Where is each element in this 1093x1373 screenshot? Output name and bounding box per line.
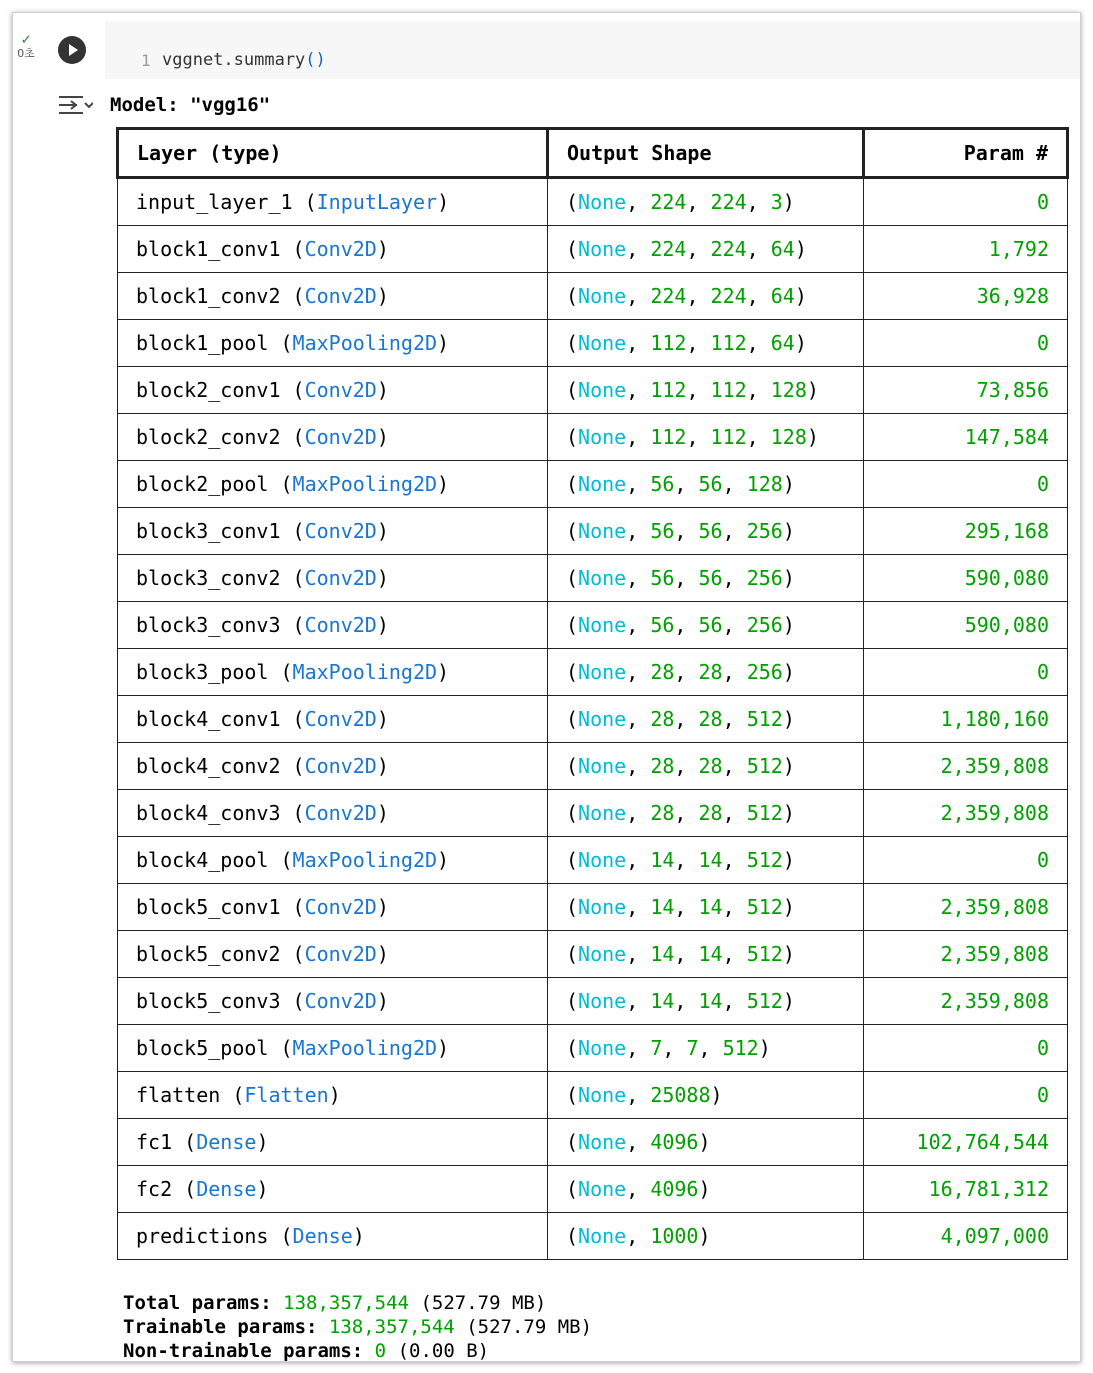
param-count: 0 [1036, 1083, 1049, 1107]
layer-type: Conv2D [304, 613, 377, 637]
param-count: 295,168 [964, 519, 1049, 543]
checkmark-icon: ✓ [21, 30, 31, 48]
shape-dim: 64 [770, 331, 795, 355]
shape-dim: 128 [746, 472, 783, 496]
code-editor[interactable] [105, 21, 1080, 79]
shape-dim: 14 [650, 895, 675, 919]
column-header-output-shape: Output Shape [548, 129, 864, 178]
layer-type: Flatten [244, 1083, 329, 1107]
table-row [118, 978, 1068, 1025]
shape-dim: 56 [650, 519, 675, 543]
layer-cell: block1_conv2 (Conv2D) [118, 273, 548, 320]
shape-dim: 56 [698, 566, 723, 590]
layer-type: Conv2D [304, 284, 377, 308]
shape-dim: 4096 [650, 1130, 699, 1154]
shape-dim: 64 [770, 284, 795, 308]
shape-none: None [578, 566, 627, 590]
layer-type: Conv2D [304, 425, 377, 449]
layer-name: block2_conv2 [136, 425, 281, 449]
param-count-cell [864, 978, 1068, 1025]
shape-none: None [578, 754, 627, 778]
table-row [118, 884, 1068, 931]
shape-none: None [578, 519, 627, 543]
shape-dim: 512 [746, 895, 783, 919]
param-count-cell [864, 178, 1068, 226]
layer-name: block3_conv2 [136, 566, 281, 590]
shape-none: None [578, 331, 627, 355]
param-count: 0 [1036, 848, 1049, 872]
param-count: 16,781,312 [928, 1177, 1049, 1201]
table-row [118, 1119, 1068, 1166]
layer-cell: block5_conv1 (Conv2D) [118, 884, 548, 931]
param-count-cell [864, 226, 1068, 273]
layer-cell: block3_pool (MaxPooling2D) [118, 649, 548, 696]
shape-none: None [578, 989, 627, 1013]
layer-cell: block4_conv3 (Conv2D) [118, 790, 548, 837]
shape-dim: 56 [698, 472, 723, 496]
param-count-cell [864, 273, 1068, 320]
layer-cell: block4_conv1 (Conv2D) [118, 696, 548, 743]
shape-dim: 224 [710, 190, 747, 214]
param-count: 590,080 [964, 566, 1049, 590]
output-shape-cell: (None, 56, 56, 256) [548, 555, 864, 602]
layer-type: Conv2D [304, 378, 377, 402]
param-count-cell [864, 1166, 1068, 1213]
shape-dim: 512 [746, 707, 783, 731]
trainable-params-value: 138,357,544 [328, 1316, 455, 1338]
shape-none: None [578, 1130, 627, 1154]
param-count-cell [864, 367, 1068, 414]
layer-cell: fc1 (Dense) [118, 1119, 548, 1166]
output-shape-cell: (None, 4096) [548, 1119, 864, 1166]
layer-type: Dense [196, 1177, 257, 1201]
layer-name: predictions [136, 1224, 269, 1248]
param-count-cell [864, 931, 1068, 978]
layer-name: block2_conv1 [136, 378, 281, 402]
layer-name: block1_pool [136, 331, 269, 355]
shape-dim: 64 [770, 237, 795, 261]
shape-dim: 28 [650, 707, 675, 731]
param-count: 102,764,544 [916, 1130, 1049, 1154]
shape-none: None [578, 895, 627, 919]
table-row [118, 696, 1068, 743]
layer-type: Conv2D [304, 942, 377, 966]
table-row [118, 1213, 1068, 1260]
shape-dim: 256 [746, 660, 783, 684]
output-shape-cell: (None, 28, 28, 512) [548, 790, 864, 837]
layer-type: Dense [292, 1224, 353, 1248]
code-text: vggnet.summary [162, 50, 306, 70]
shape-none: None [578, 613, 627, 637]
trainable-params-line [123, 1315, 592, 1339]
shape-dim: 14 [650, 942, 675, 966]
layer-cell: block1_conv1 (Conv2D) [118, 226, 548, 273]
table-row [118, 1072, 1068, 1119]
layer-type: Conv2D [304, 801, 377, 825]
table-row [118, 837, 1068, 884]
table-row [118, 649, 1068, 696]
output-shape-cell: (None, 25088) [548, 1072, 864, 1119]
param-count: 0 [1036, 472, 1049, 496]
cell-gutter [13, 31, 39, 61]
shape-none: None [578, 848, 627, 872]
shape-dim: 56 [698, 519, 723, 543]
output-shape-cell: (None, 56, 56, 256) [548, 602, 864, 649]
shape-dim: 224 [710, 284, 747, 308]
output-shape-cell: (None, 14, 14, 512) [548, 837, 864, 884]
table-row [118, 508, 1068, 555]
code-parens: () [305, 50, 326, 70]
layer-name: fc1 [136, 1130, 173, 1154]
output-shape-cell: (None, 14, 14, 512) [548, 931, 864, 978]
table-row [118, 414, 1068, 461]
table-header-row [118, 129, 1068, 178]
layer-name: block3_conv3 [136, 613, 281, 637]
output-shape-cell: (None, 224, 224, 64) [548, 273, 864, 320]
layer-type: InputLayer [316, 190, 438, 214]
non-trainable-params-line [123, 1339, 592, 1362]
output-shape-cell: (None, 112, 112, 64) [548, 320, 864, 367]
param-count-cell [864, 884, 1068, 931]
layer-name: block3_pool [136, 660, 269, 684]
shape-dim: 256 [746, 519, 783, 543]
layer-cell: block5_pool (MaxPooling2D) [118, 1025, 548, 1072]
param-count: 2,359,808 [940, 801, 1049, 825]
shape-none: None [578, 190, 627, 214]
shape-dim: 4096 [650, 1177, 699, 1201]
shape-dim: 224 [650, 237, 687, 261]
table-row [118, 273, 1068, 320]
layer-cell: block1_pool (MaxPooling2D) [118, 320, 548, 367]
layer-type: MaxPooling2D [292, 848, 438, 872]
output-shape-cell: (None, 56, 56, 256) [548, 508, 864, 555]
shape-dim: 3 [770, 190, 783, 214]
output-shape-cell: (None, 1000) [548, 1213, 864, 1260]
shape-dim: 112 [650, 425, 687, 449]
shape-dim: 112 [710, 378, 747, 402]
table-row [118, 178, 1068, 226]
layer-name: fc2 [136, 1177, 173, 1201]
total-params-value: 138,357,544 [283, 1292, 410, 1314]
param-count: 2,359,808 [940, 895, 1049, 919]
layer-cell: block2_conv2 (Conv2D) [118, 414, 548, 461]
output-shape-cell: (None, 28, 28, 512) [548, 743, 864, 790]
output-shape-cell: (None, 7, 7, 512) [548, 1025, 864, 1072]
layer-type: Conv2D [304, 707, 377, 731]
param-count-cell [864, 602, 1068, 649]
shape-dim: 28 [698, 707, 723, 731]
code-line[interactable] [162, 50, 326, 70]
shape-dim: 14 [650, 989, 675, 1013]
shape-dim: 256 [746, 566, 783, 590]
layer-name: block5_conv1 [136, 895, 281, 919]
shape-none: None [578, 425, 627, 449]
layer-name: block4_conv1 [136, 707, 281, 731]
shape-dim: 28 [698, 801, 723, 825]
layer-cell: block3_conv2 (Conv2D) [118, 555, 548, 602]
non-trainable-params-value: 0 [374, 1340, 387, 1362]
layer-cell: fc2 (Dense) [118, 1166, 548, 1213]
layer-type: Conv2D [304, 895, 377, 919]
param-count-cell [864, 508, 1068, 555]
layer-type: Conv2D [304, 519, 377, 543]
shape-dim: 128 [770, 425, 807, 449]
shape-none: None [578, 472, 627, 496]
param-totals [123, 1291, 592, 1362]
output-shape-cell: (None, 28, 28, 512) [548, 696, 864, 743]
output-shape-cell: (None, 56, 56, 128) [548, 461, 864, 508]
layer-name: block1_conv2 [136, 284, 281, 308]
table-row [118, 602, 1068, 649]
shape-none: None [578, 707, 627, 731]
shape-none: None [578, 801, 627, 825]
layer-name: block4_conv2 [136, 754, 281, 778]
model-summary-table [116, 127, 1069, 1260]
shape-none: None [578, 284, 627, 308]
layer-name: block3_conv1 [136, 519, 281, 543]
shape-dim: 56 [650, 613, 675, 637]
shape-dim: 256 [746, 613, 783, 637]
layer-cell: block5_conv3 (Conv2D) [118, 978, 548, 1025]
table-row [118, 461, 1068, 508]
layer-type: Dense [196, 1130, 257, 1154]
param-count-cell [864, 1119, 1068, 1166]
output-shape-cell: (None, 28, 28, 256) [548, 649, 864, 696]
table-row [118, 1166, 1068, 1213]
shape-dim: 224 [650, 284, 687, 308]
shape-dim: 14 [698, 989, 723, 1013]
shape-dim: 512 [746, 989, 783, 1013]
layer-name: block4_conv3 [136, 801, 281, 825]
param-count: 147,584 [964, 425, 1049, 449]
output-shape-cell: (None, 14, 14, 512) [548, 978, 864, 1025]
table-row [118, 743, 1068, 790]
layer-type: Conv2D [304, 566, 377, 590]
layer-cell: block4_pool (MaxPooling2D) [118, 837, 548, 884]
layer-name: block4_pool [136, 848, 269, 872]
output-shape-cell: (None, 224, 224, 3) [548, 178, 864, 226]
output-shape-cell: (None, 112, 112, 128) [548, 367, 864, 414]
table-row [118, 320, 1068, 367]
param-count: 2,359,808 [940, 754, 1049, 778]
trainable-params-size: (527.79 MB) [466, 1316, 593, 1338]
layer-cell: block5_conv2 (Conv2D) [118, 931, 548, 978]
param-count-cell [864, 1213, 1068, 1260]
shape-dim: 128 [770, 378, 807, 402]
layer-name: block1_conv1 [136, 237, 281, 261]
total-params-size: (527.79 MB) [420, 1292, 547, 1314]
param-count: 1,792 [988, 237, 1049, 261]
layer-type: MaxPooling2D [292, 472, 438, 496]
table-row [118, 555, 1068, 602]
param-count-cell [864, 649, 1068, 696]
shape-none: None [578, 1177, 627, 1201]
layer-cell: block2_conv1 (Conv2D) [118, 367, 548, 414]
layer-name: input_layer_1 [136, 190, 293, 214]
layer-cell: flatten (Flatten) [118, 1072, 548, 1119]
shape-dim: 56 [698, 613, 723, 637]
output-options-icon[interactable] [57, 93, 93, 117]
output-shape-cell: (None, 4096) [548, 1166, 864, 1213]
param-count-cell [864, 414, 1068, 461]
column-header-layer: Layer (type) [118, 129, 548, 178]
layer-cell: block3_conv1 (Conv2D) [118, 508, 548, 555]
shape-none: None [578, 1083, 627, 1107]
line-number: 1 [141, 51, 151, 70]
param-count: 0 [1036, 331, 1049, 355]
shape-none: None [578, 378, 627, 402]
param-count: 0 [1036, 660, 1049, 684]
layer-type: MaxPooling2D [292, 1036, 438, 1060]
shape-dim: 28 [650, 801, 675, 825]
layer-cell: input_layer_1 (InputLayer) [118, 178, 548, 226]
param-count: 0 [1036, 1036, 1049, 1060]
param-count: 2,359,808 [940, 942, 1049, 966]
param-count: 0 [1036, 190, 1049, 214]
layer-name: block5_conv3 [136, 989, 281, 1013]
shape-dim: 14 [698, 942, 723, 966]
shape-dim: 512 [722, 1036, 759, 1060]
shape-dim: 25088 [650, 1083, 711, 1107]
shape-dim: 1000 [650, 1224, 699, 1248]
layer-type: MaxPooling2D [292, 660, 438, 684]
shape-dim: 512 [746, 942, 783, 966]
shape-none: None [578, 1224, 627, 1248]
param-count-cell [864, 837, 1068, 884]
total-params-label: Total params: [123, 1292, 272, 1314]
table-row [118, 226, 1068, 273]
layer-name: block5_pool [136, 1036, 269, 1060]
shape-none: None [578, 660, 627, 684]
non-trainable-params-label: Non-trainable params: [123, 1340, 364, 1362]
layer-cell: predictions (Dense) [118, 1213, 548, 1260]
shape-dim: 7 [650, 1036, 663, 1060]
shape-none: None [578, 942, 627, 966]
layer-type: Conv2D [304, 754, 377, 778]
run-cell-button[interactable] [58, 36, 86, 64]
layer-cell: block3_conv3 (Conv2D) [118, 602, 548, 649]
shape-dim: 28 [698, 754, 723, 778]
shape-dim: 14 [698, 895, 723, 919]
shape-dim: 28 [698, 660, 723, 684]
shape-none: None [578, 237, 627, 261]
shape-dim: 112 [650, 331, 687, 355]
layer-name: flatten [136, 1083, 221, 1107]
layer-type: Conv2D [304, 989, 377, 1013]
column-header-param: Param # [864, 129, 1068, 178]
shape-dim: 28 [650, 660, 675, 684]
layer-name: block2_pool [136, 472, 269, 496]
shape-none: None [578, 1036, 627, 1060]
table-row [118, 931, 1068, 978]
notebook-cell [12, 12, 1081, 1362]
param-count-cell [864, 320, 1068, 367]
table-row [118, 367, 1068, 414]
param-count-cell [864, 555, 1068, 602]
param-count: 73,856 [976, 378, 1049, 402]
layer-cell: block2_pool (MaxPooling2D) [118, 461, 548, 508]
shape-dim: 14 [650, 848, 675, 872]
layer-cell: block4_conv2 (Conv2D) [118, 743, 548, 790]
non-trainable-params-size: (0.00 B) [397, 1340, 490, 1362]
model-title: Model: "vgg16" [110, 94, 271, 116]
shape-dim: 224 [650, 190, 687, 214]
shape-dim: 224 [710, 237, 747, 261]
output-shape-cell: (None, 112, 112, 128) [548, 414, 864, 461]
shape-dim: 512 [746, 848, 783, 872]
param-count: 2,359,808 [940, 989, 1049, 1013]
shape-dim: 28 [650, 754, 675, 778]
shape-dim: 56 [650, 472, 675, 496]
param-count: 36,928 [976, 284, 1049, 308]
shape-dim: 512 [746, 754, 783, 778]
param-count: 4,097,000 [940, 1224, 1049, 1248]
param-count-cell [864, 1072, 1068, 1119]
shape-dim: 112 [650, 378, 687, 402]
layer-type: Conv2D [304, 237, 377, 261]
param-count-cell [864, 696, 1068, 743]
trainable-params-label: Trainable params: [123, 1316, 318, 1338]
execution-time: 0초 [17, 47, 35, 60]
shape-dim: 7 [686, 1036, 699, 1060]
param-count-cell [864, 790, 1068, 837]
shape-dim: 112 [710, 425, 747, 449]
shape-dim: 14 [698, 848, 723, 872]
layer-type: MaxPooling2D [292, 331, 438, 355]
table-row [118, 1025, 1068, 1072]
table-row [118, 790, 1068, 837]
total-params-line [123, 1291, 592, 1315]
cell-header [13, 13, 1080, 79]
shape-dim: 112 [710, 331, 747, 355]
shape-dim: 512 [746, 801, 783, 825]
table-body [118, 178, 1068, 1260]
output-shape-cell: (None, 14, 14, 512) [548, 884, 864, 931]
param-count: 590,080 [964, 613, 1049, 637]
shape-dim: 56 [650, 566, 675, 590]
param-count: 1,180,160 [940, 707, 1049, 731]
param-count-cell [864, 743, 1068, 790]
output-shape-cell: (None, 224, 224, 64) [548, 226, 864, 273]
param-count-cell [864, 461, 1068, 508]
param-count-cell [864, 1025, 1068, 1072]
layer-name: block5_conv2 [136, 942, 281, 966]
